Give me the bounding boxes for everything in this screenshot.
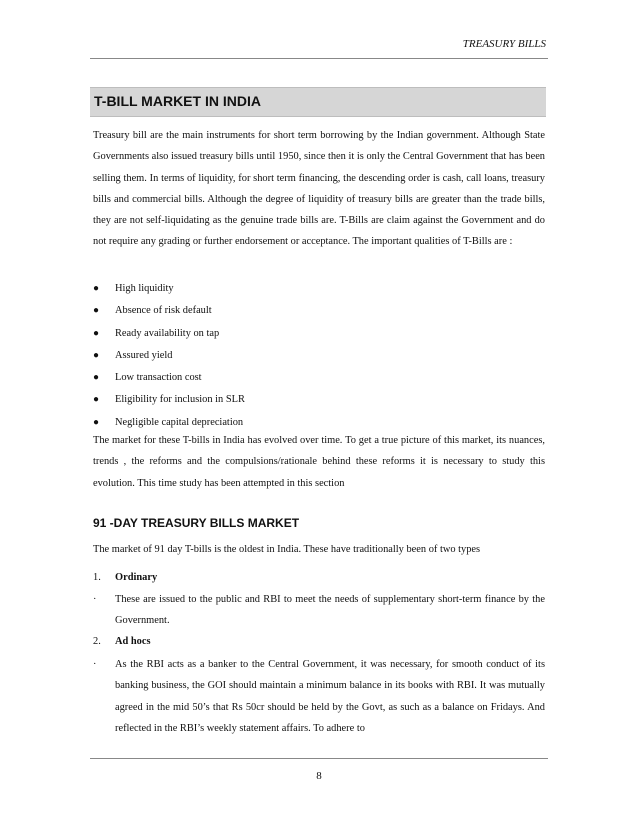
list-item: ● Low transaction cost [93,367,545,389]
list-item: ● Negligible capital depreciation [93,412,545,434]
bullet-icon: ● [93,305,100,317]
sub-bullet-icon: · [93,659,97,670]
running-header: TREASURY BILLS [462,38,546,50]
footer-rule [90,758,548,759]
subsection-title: 91 -DAY TREASURY BILLS MARKET [93,516,300,530]
type-name: Ad hocs [115,636,151,647]
intro-paragraph: Treasury bill are the main instruments for short term borrowing by the Indian government. Although State Governments also issued treasury bills until 1950, since then it is only the Central Government that has been selling them. In terms of liquidity, for short term financing, the descending order is cash, call loans, treasury bills and commercial bills. Although the degree of liquidity of treasury bills are greater than the trade bills, they are not self-liquidating as the genuine trade bills are. T-Bills are claim against the Government and do not require any grading or further endorsement or acceptance. The important qualities of T-Bills are : [93,130,545,248]
bullet-icon: ● [93,349,100,361]
list-item: ● Absence of risk default [93,300,545,322]
section-heading-bar [90,87,546,117]
type-number: 2. [93,636,101,647]
bullet-icon: ● [93,327,100,339]
section-title: T-BILL MARKET IN INDIA [94,93,261,109]
header-rule [90,58,548,59]
page-number: 8 [316,770,322,782]
bullet-icon: ● [93,372,100,384]
bullet-icon: ● [93,394,100,406]
list-item: ● Ready availability on tap [93,323,545,345]
type-description-adhoc: · As the RBI acts as a banker to the Central Government, it was necessary, for smooth conduct of its banking business, the GOI should maintain a minimum balance in its books with RBI. It was mutually agreed in the mid 50’s that Rs 50cr should be held by the Govt, as such as a balance on Fridays. And reflected in the RBI’s weekly statement affairs. To adhere to [93,654,545,739]
type-description-ordinary: · These are issued to the public and RBI to meet the needs of supplementary short-term finance by the Government. [93,589,545,632]
bullet-icon: ● [93,283,100,294]
type-number: 1. [93,572,101,583]
list-item: ● Eligibility for inclusion in SLR [93,389,545,411]
bullet-icon: ● [93,416,100,428]
type-name: Ordinary [115,572,158,583]
list-item: ● High liquidity [93,278,545,300]
list-item: ● Assured yield [93,345,545,367]
qualities-list [93,278,545,434]
subsection-intro: The market of 91 day T-bills is the oldest in India. These have traditionally been of two types [93,544,481,555]
evolution-paragraph: The market for these T-bills in India has evolved over time. To get a true picture of this market, its nuances, trends , the reforms and the compulsions/rationale behind these reforms it is necessary to study this evolution. This time study has been attempted in this section [93,435,545,489]
sub-bullet-icon: · [93,594,97,605]
